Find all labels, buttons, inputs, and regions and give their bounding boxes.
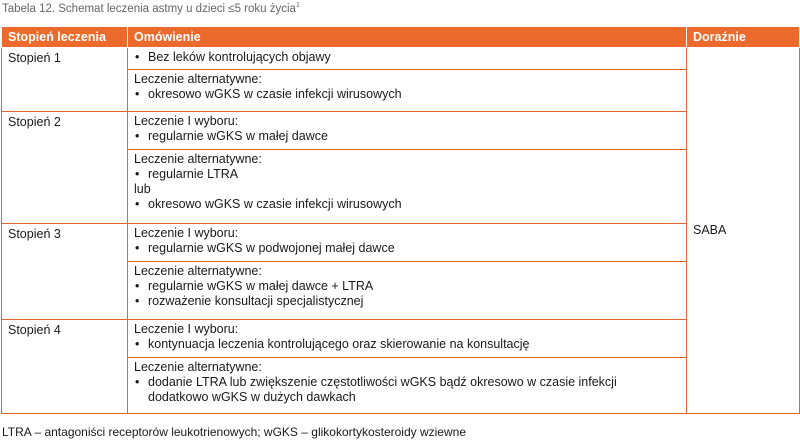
table-caption [2, 2, 300, 15]
stage-cell: Stopień 4 [2, 320, 128, 414]
list-item: • regularnie wGKS w małej dawce + LTRA [135, 279, 374, 293]
header-stage: Stopień leczenia [2, 27, 128, 48]
description-cell [128, 358, 687, 414]
list-item: • regularnie wGKS w małej dawce [135, 129, 328, 143]
bullet-icon: • [135, 375, 140, 389]
table-row [2, 224, 800, 262]
row-heading: Leczenie alternatywne: [134, 152, 262, 166]
relief-cell: SABA [687, 48, 800, 414]
table-row [2, 320, 800, 358]
description-cell [128, 150, 687, 224]
list-item: • rozważenie konsultacji specjalistycznej [135, 294, 364, 308]
bullet-icon: • [135, 50, 140, 64]
table-footnote: LTRA – antagoniści receptorów leukotrienowych; wGKS – glikokortykosteroidy wziewne [2, 425, 466, 439]
row-heading: Leczenie I wyboru: [134, 322, 239, 336]
list-item: • okresowo wGKS w czasie infekcji wirusowych [135, 87, 402, 101]
table-title: Tabela 12. Schemat leczenia astmy u dzieci ≤5 roku życia [2, 2, 296, 15]
bullet-icon: • [135, 129, 140, 143]
row-heading: Leczenie I wyboru: [134, 114, 239, 128]
table-row [2, 112, 800, 150]
header-relief: Doraźnie [687, 27, 800, 48]
bullet-icon: • [135, 197, 140, 211]
bullet-icon: • [135, 241, 140, 255]
description-cell [128, 262, 687, 320]
bullet-icon: • [135, 337, 140, 351]
list-item: • okresowo wGKS w czasie infekcji wirusowych [135, 197, 402, 211]
stage-cell: Stopień 2 [2, 112, 128, 224]
list-item: • dodanie LTRA lub zwiększenie częstotliwości wGKS bądź okresowo w czasie infekcji dodatkowo wGKS w dużych dawkach [135, 375, 617, 404]
stage-cell: Stopień 1 [2, 48, 128, 112]
table-header-row [2, 27, 800, 48]
footnote-reference: 1 [295, 2, 300, 9]
row-heading: Leczenie alternatywne: [134, 360, 262, 374]
description-cell [128, 70, 687, 112]
bullet-icon: • [135, 279, 140, 293]
row-heading: Leczenie I wyboru: [134, 226, 239, 240]
bullet-icon: • [135, 294, 140, 308]
description-cell [128, 320, 687, 358]
description-cell [128, 112, 687, 150]
header-description: Omówienie [128, 27, 687, 48]
list-item: • regularnie LTRA [135, 167, 239, 181]
row-heading: Leczenie alternatywne: [134, 72, 262, 86]
description-cell [128, 48, 687, 70]
treatment-table [1, 26, 800, 414]
list-item: • Bez leków kontrolujących objawy [135, 50, 331, 64]
row-heading: Leczenie alternatywne: [134, 264, 262, 278]
list-item: • kontynuacja leczenia kontrolującego oraz skierowanie na konsultację [135, 337, 530, 351]
table-row [2, 48, 800, 70]
description-cell [128, 224, 687, 262]
bullet-icon: • [135, 167, 140, 181]
bullet-icon: • [135, 87, 140, 101]
connector-text: lub [134, 182, 151, 196]
list-item: • regularnie wGKS w podwojonej małej dawce [135, 241, 395, 255]
stage-cell: Stopień 3 [2, 224, 128, 320]
